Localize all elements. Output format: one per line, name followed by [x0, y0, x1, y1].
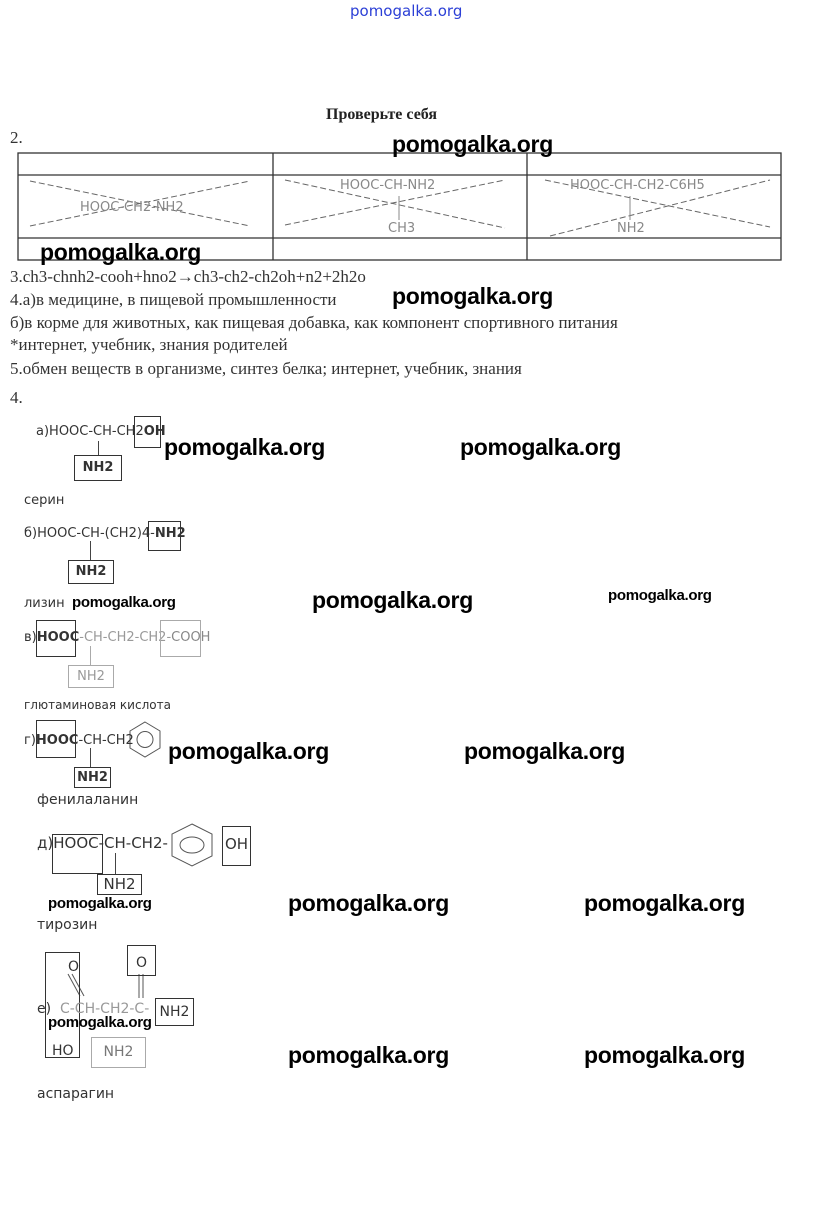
box-nh2-amide: NH2 [155, 998, 194, 1026]
group-hooc: HOOC [36, 630, 80, 645]
answer-5: 5.обмен веществ в организме, синтез белка; интернет, учебник, знания [10, 359, 522, 378]
group-nh2: NH2 [154, 526, 186, 541]
name-phenylalanine: фенилаланин [37, 792, 139, 808]
watermark: pomogalka.org [464, 738, 625, 764]
box-cooh [160, 620, 201, 657]
box-nh2: NH2 [91, 1037, 146, 1068]
box-oh: OH [222, 826, 251, 866]
name-lysine: лизин [24, 596, 65, 611]
table-cell-alanine-ch3: CH3 [388, 221, 416, 236]
group-hooc: HOOC [35, 733, 79, 748]
watermark: pomogalka.org [288, 1042, 449, 1068]
oxygen-1: O [68, 959, 80, 975]
benzene-ring-g [130, 722, 160, 757]
box-nh2: NH2 [74, 455, 122, 481]
name-serine: серин [24, 493, 65, 508]
formula-text: б)HOOC-CH-(CH2)4- [24, 526, 155, 541]
watermark: pomogalka.org [48, 1014, 152, 1031]
bond [98, 441, 99, 455]
bond [90, 541, 91, 560]
watermark: pomogalka.org [312, 587, 473, 613]
watermark: pomogalka.org [392, 131, 553, 157]
group-oh: OH [143, 424, 166, 439]
benzene-ring-d [172, 824, 212, 866]
box-nh2: NH2 [68, 665, 114, 688]
box-nh2: NH2 [68, 560, 114, 584]
watermark: pomogalka.org [72, 594, 176, 611]
watermark: pomogalka.org [392, 283, 553, 309]
watermark: pomogalka.org [608, 587, 712, 604]
box-oxygen-2: O [127, 945, 156, 976]
table-cell-phenylalanine: HOOC-CH-CH2-C6H5 [570, 178, 705, 193]
box-nh2: NH2 [97, 874, 142, 895]
formula-text: -CH-CH2-CH2- [79, 630, 172, 645]
answer-sources: *интернет, учебник, знания родителей [10, 335, 288, 354]
box-nh2-side [148, 521, 181, 551]
prefix: е) [37, 1001, 52, 1017]
task-4-label: 4. [10, 388, 23, 407]
watermark: pomogalka.org [288, 890, 449, 916]
watermark: pomogalka.org [584, 1042, 745, 1068]
watermark: pomogalka.org [584, 890, 745, 916]
table-cell-phenylalanine-nh2: NH2 [617, 221, 645, 236]
box-hooc [52, 834, 103, 874]
bond [115, 853, 116, 874]
name-glutamic-acid: глютаминовая кислота [24, 698, 171, 712]
name-tyrosine: тирозин [37, 917, 98, 933]
site-link[interactable]: pomogalka.org [350, 2, 463, 20]
prefix: д) [37, 834, 54, 852]
task-2-label: 2. [10, 128, 23, 147]
answer-3: 3.ch3-chnh2-cooh+hno2→ch3-ch2-ch2oh+n2+2h2o [10, 267, 366, 286]
group-hooc: HOOC [53, 834, 99, 852]
watermark: pomogalka.org [40, 239, 201, 265]
page-title: Проверьте себя [326, 106, 438, 123]
table-cell-glycine: HOOC-CH2-NH2 [80, 200, 184, 215]
formula-text: -CH-CH2 [78, 733, 134, 748]
group-cooh: COOH [171, 630, 211, 645]
box-hooc [36, 620, 76, 657]
hydroxyl: HO [52, 1043, 74, 1059]
prefix: г) [24, 733, 36, 748]
box-hooc [36, 720, 76, 758]
formula-text: -CH-CH2- [98, 834, 168, 852]
formula-text: C-CH-CH2-C- [59, 1001, 150, 1017]
bond [90, 646, 91, 665]
formula-text: а)HOOC-CH-CH2 [36, 424, 144, 439]
table-cell-alanine: HOOC-CH-NH2 [340, 178, 436, 193]
watermark: pomogalka.org [168, 738, 329, 764]
bond [90, 748, 91, 767]
watermark: pomogalka.org [48, 895, 152, 912]
box-nh2: NH2 [74, 767, 111, 788]
watermark: pomogalka.org [460, 434, 621, 460]
name-asparagine: аспарагин [37, 1086, 115, 1102]
watermark: pomogalka.org [164, 434, 325, 460]
answer-4a: 4.а)в медицине, в пищевой промышленности [10, 290, 337, 309]
answer-4b: б)в корме для животных, как пищевая добавка, как компонент спортивного питания [10, 313, 618, 332]
box-oh [134, 416, 161, 448]
prefix: в) [24, 630, 37, 645]
